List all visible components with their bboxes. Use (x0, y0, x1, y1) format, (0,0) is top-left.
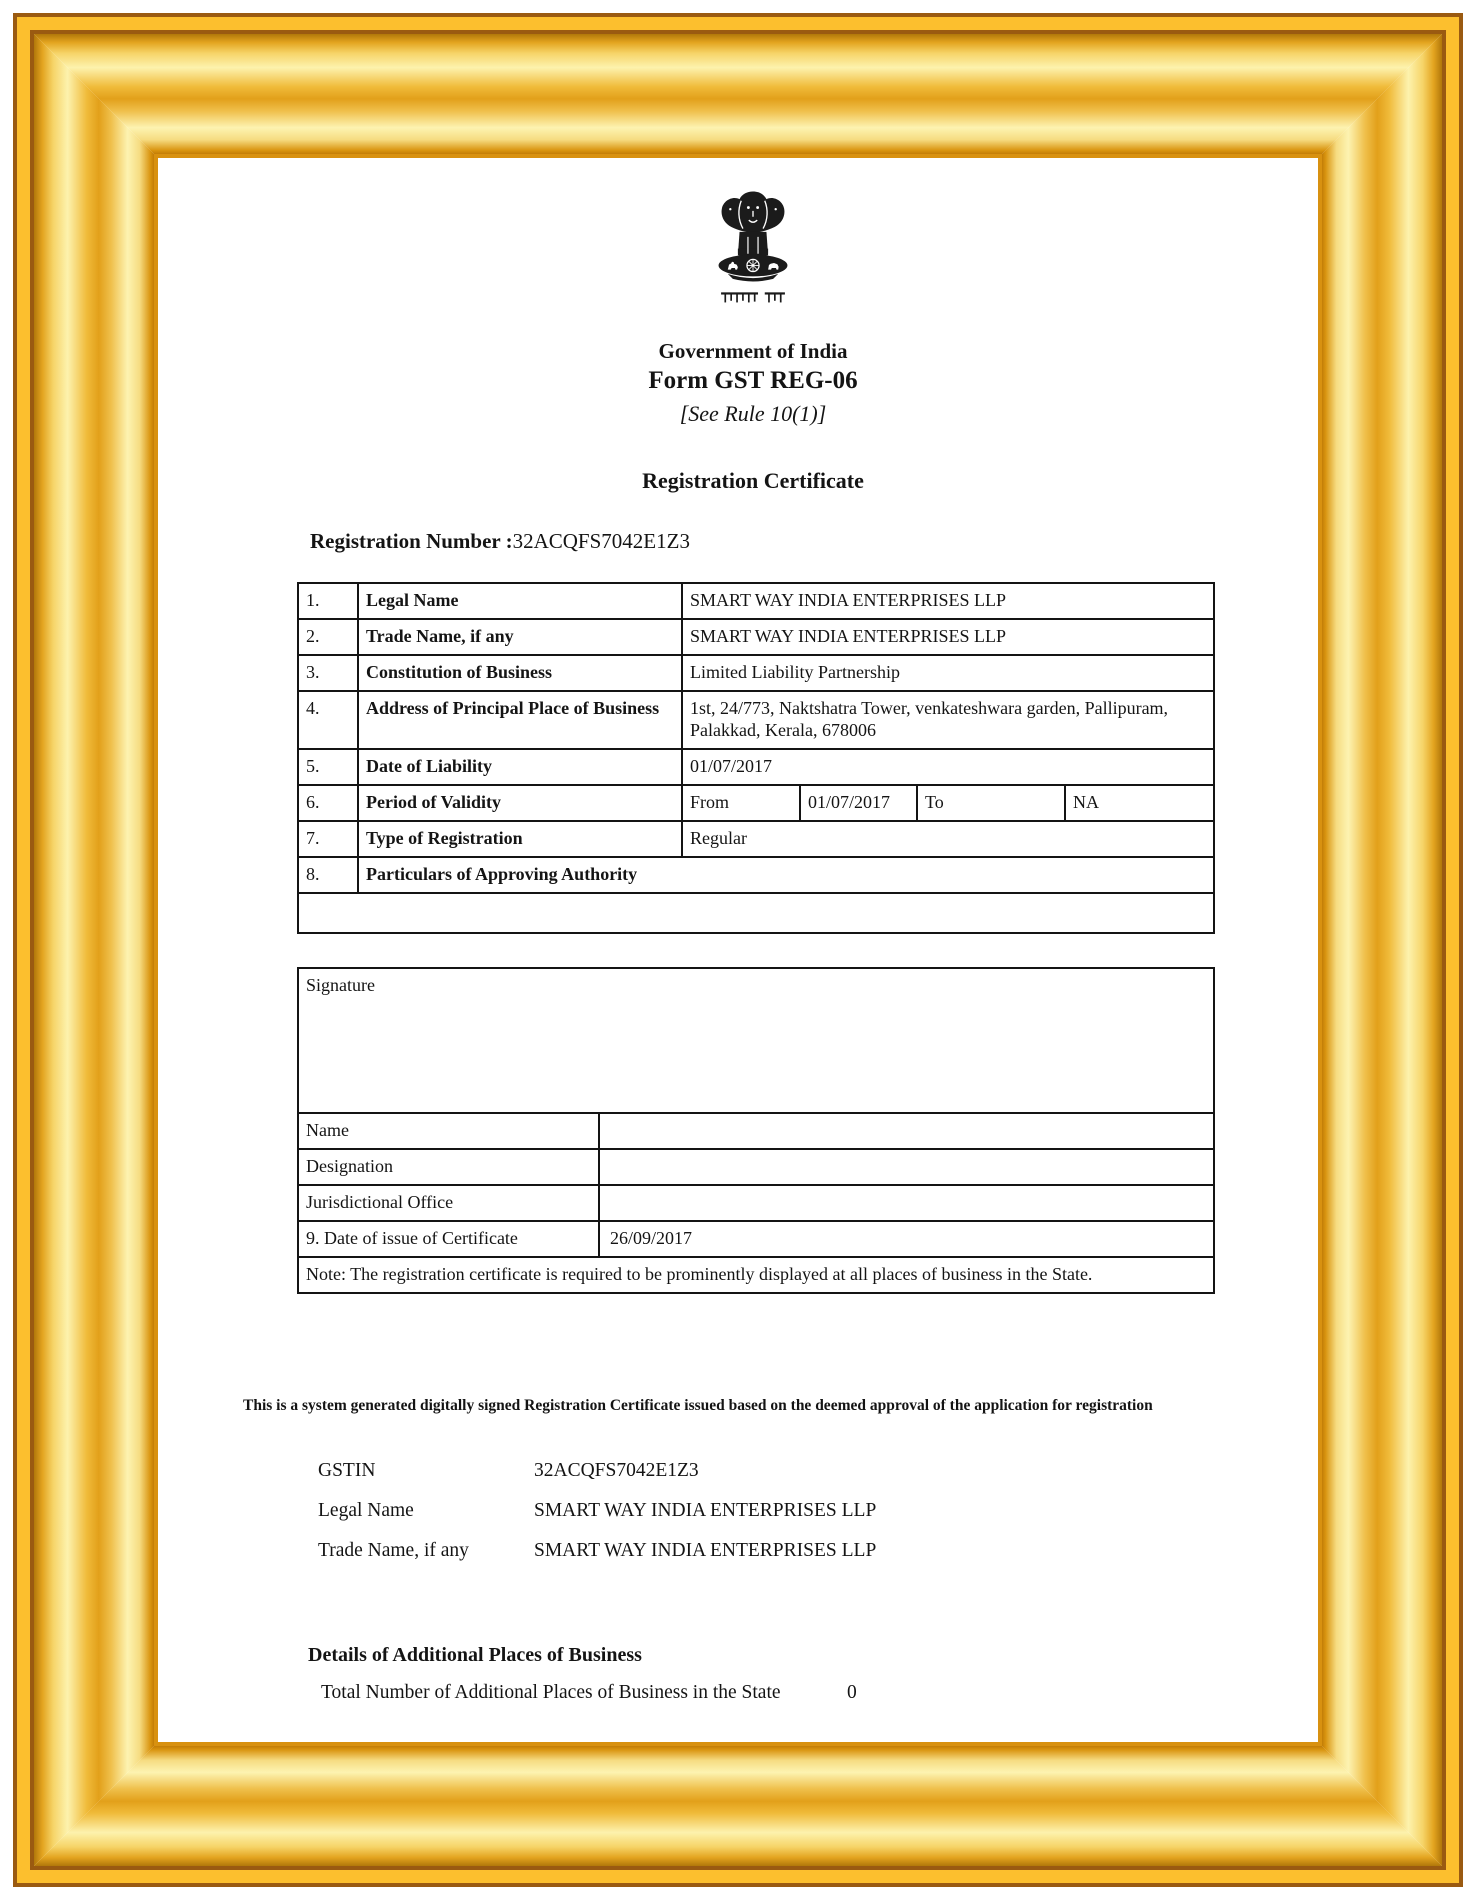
table-row: 5. Date of Liability 01/07/2017 (298, 749, 1214, 785)
display-note: Note: The registration certificate is required to be prominently displayed at all places of business in the State. (298, 1257, 1214, 1293)
additional-places-heading: Details of Additional Places of Business (308, 1644, 642, 1666)
table-row (298, 893, 1214, 933)
motto-satyameva-jayate (721, 292, 785, 302)
frame-molding-bottom (34, 1746, 1442, 1866)
legal-name-value: SMART WAY INDIA ENTERPRISES LLP (682, 583, 1214, 619)
table-row: 4. Address of Principal Place of Business 1st, 24/773, Naktshatra Tower, venkateshwara garden, Pallipuram, Palakkad, Kerala, 678006 (298, 691, 1214, 749)
issue-date-value: 26/09/2017 (599, 1221, 1214, 1257)
table-row: 8. Particulars of Approving Authority (298, 857, 1214, 893)
rule-reference: [See Rule 10(1)] (679, 401, 827, 426)
emblem-of-india (711, 188, 795, 306)
table-row (298, 1185, 1214, 1221)
jurisdictional-office-value (599, 1185, 1214, 1221)
registration-type-value: Regular (682, 821, 1214, 857)
address-value: 1st, 24/773, Naktshatra Tower, venkateshwara garden, Pallipuram, Palakkad, Kerala, 678006 (682, 691, 1214, 749)
signature-section (297, 967, 1215, 1294)
name-value (599, 1113, 1214, 1149)
footer-legal-name-label: Legal Name (318, 1500, 414, 1521)
government-title: Government of India (658, 339, 848, 363)
empty-row (298, 893, 1214, 933)
ashoka-lions-icon (711, 188, 795, 306)
trade-name-value: SMART WAY INDIA ENTERPRISES LLP (682, 619, 1214, 655)
jurisdictional-office-label: Jurisdictional Office (298, 1185, 599, 1221)
validity-from-value: 01/07/2017 (800, 785, 917, 821)
table-row: 7. Type of Registration Regular (298, 821, 1214, 857)
frame-molding-right (1322, 34, 1442, 1866)
registration-number-value: 32ACQFS7042E1Z3 (512, 529, 690, 553)
table-row: 3. Constitution of Business Limited Liability Partnership (298, 655, 1214, 691)
form-title: Form GST REG-06 (648, 367, 858, 394)
designation-label: Designation (298, 1149, 599, 1185)
table-row (298, 968, 1214, 1113)
registration-number (310, 529, 690, 554)
registration-number-label: Registration Number : (310, 529, 513, 553)
dharma-chakra-icon (747, 259, 759, 271)
frame-molding-left (34, 34, 154, 1866)
registration-table (297, 582, 1215, 934)
table-row (298, 1221, 1214, 1257)
footer-trade-name-label: Trade Name, if any (318, 1540, 469, 1561)
total-places-value: 0 (847, 1682, 857, 1703)
gstin-label: GSTIN (318, 1460, 376, 1481)
signature-label: Signature (298, 968, 1214, 1113)
designation-value (599, 1149, 1214, 1185)
table-row: 6. Period of Validity From 01/07/2017 To NA (298, 785, 1214, 821)
total-places-label: Total Number of Additional Places of Business in the State (321, 1682, 781, 1703)
table-row (298, 1257, 1214, 1293)
table-row: 1. Legal Name SMART WAY INDIA ENTERPRISES LLP (298, 583, 1214, 619)
certificate-title: Registration Certificate (642, 468, 864, 493)
issue-date-label: 9. Date of issue of Certificate (298, 1221, 599, 1257)
table-row (298, 1113, 1214, 1149)
approving-authority-label: Particulars of Approving Authority (358, 857, 1214, 893)
system-generated-note: This is a system generated digitally signed Registration Certificate issued based on the deemed approval of the application for registration (243, 1397, 1153, 1414)
validity-from-label: From (682, 785, 800, 821)
constitution-value: Limited Liability Partnership (682, 655, 1214, 691)
footer-trade-name-value: SMART WAY INDIA ENTERPRISES LLP (534, 1540, 877, 1561)
liability-date-value: 01/07/2017 (682, 749, 1214, 785)
validity-to-value: NA (1065, 785, 1214, 821)
table-row (298, 1149, 1214, 1185)
frame-molding-top (34, 34, 1442, 154)
gstin-value: 32ACQFS7042E1Z3 (534, 1460, 699, 1481)
footer-legal-name-value: SMART WAY INDIA ENTERPRISES LLP (534, 1500, 877, 1521)
name-label: Name (298, 1113, 599, 1149)
table-row: 2. Trade Name, if any SMART WAY INDIA ENTERPRISES LLP (298, 619, 1214, 655)
validity-to-label: To (917, 785, 1065, 821)
total-places-row (321, 1682, 857, 1704)
